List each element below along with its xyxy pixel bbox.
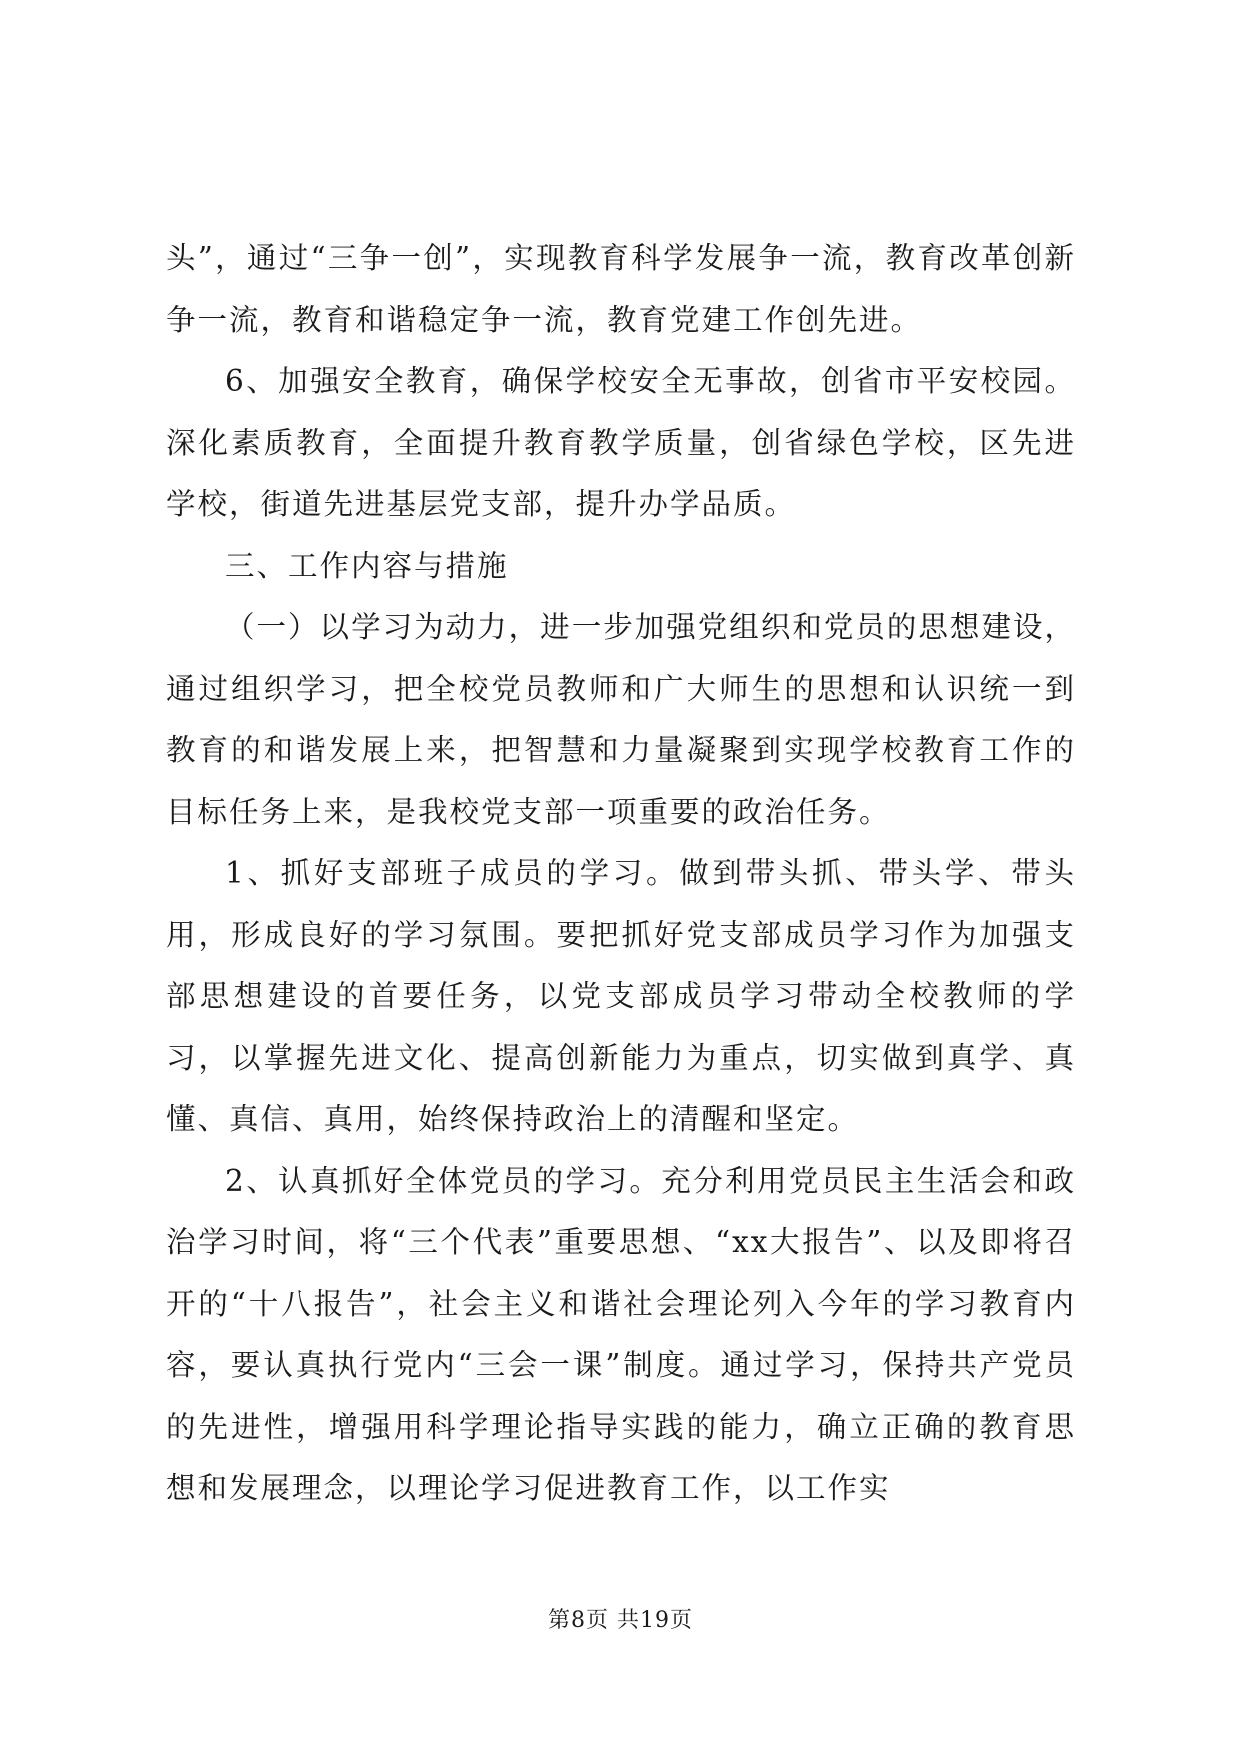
paragraph-item-6: 6、加强安全教育，确保学校安全无事故，创省市平安校园。深化素质教育，全面提升教育教学质量，创省绿色学校，区先进学校，街道先进基层党支部，提升办学品质。 — [166, 364, 1076, 521]
paragraph-item-2: 2、认真抓好全体党员的学习。充分利用党员民主生活会和政治学习时间，将“三个代表”重要思想、“xx大报告”、以及即将召开的“十八报告”，社会主义和谐社会理论列入今年的学习教育内容，要认真执行党内“三会一课”制度。通过学习，保持共产党员的先进性，增强用科学理论指导实践的能力，确立正确的教育思想和发展理念，以理论学习促进教育工作，以工作实 — [166, 1163, 1076, 1505]
page-number-footer: 第8页 共19页 — [548, 1608, 693, 1633]
paragraph-item-1: 1、抓好支部班子成员的学习。做到带头抓、带头学、带头用，形成良好的学习氛围。要把抓好党支部成员学习作为加强支部思想建设的首要任务，以党支部成员学习带动全校教师的学习，以掌握先进文化、提高创新能力为重点，切实做到真学、真懂、真信、真用，始终保持政治上的清醒和坚定。 — [166, 856, 1076, 1136]
paragraph-continuation: 头”，通过“三争一创”，实现教育科学发展争一流，教育改革创新争一流，教育和谐稳定争一流，教育党建工作创先进。 — [166, 241, 1076, 337]
paragraph-subsection-1: （一）以学习为动力，进一步加强党组织和党员的思想建设，通过组织学习，把全校党员教师和广大师生的思想和认识统一到教育的和谐发展上来，把智慧和力量凝聚到实现学校教育工作的目标任务上来，是我校党支部一项重要的政治任务。 — [166, 610, 1076, 829]
document-body — [166, 228, 1076, 1520]
section-heading-3: 三、工作内容与措施 — [225, 548, 509, 583]
